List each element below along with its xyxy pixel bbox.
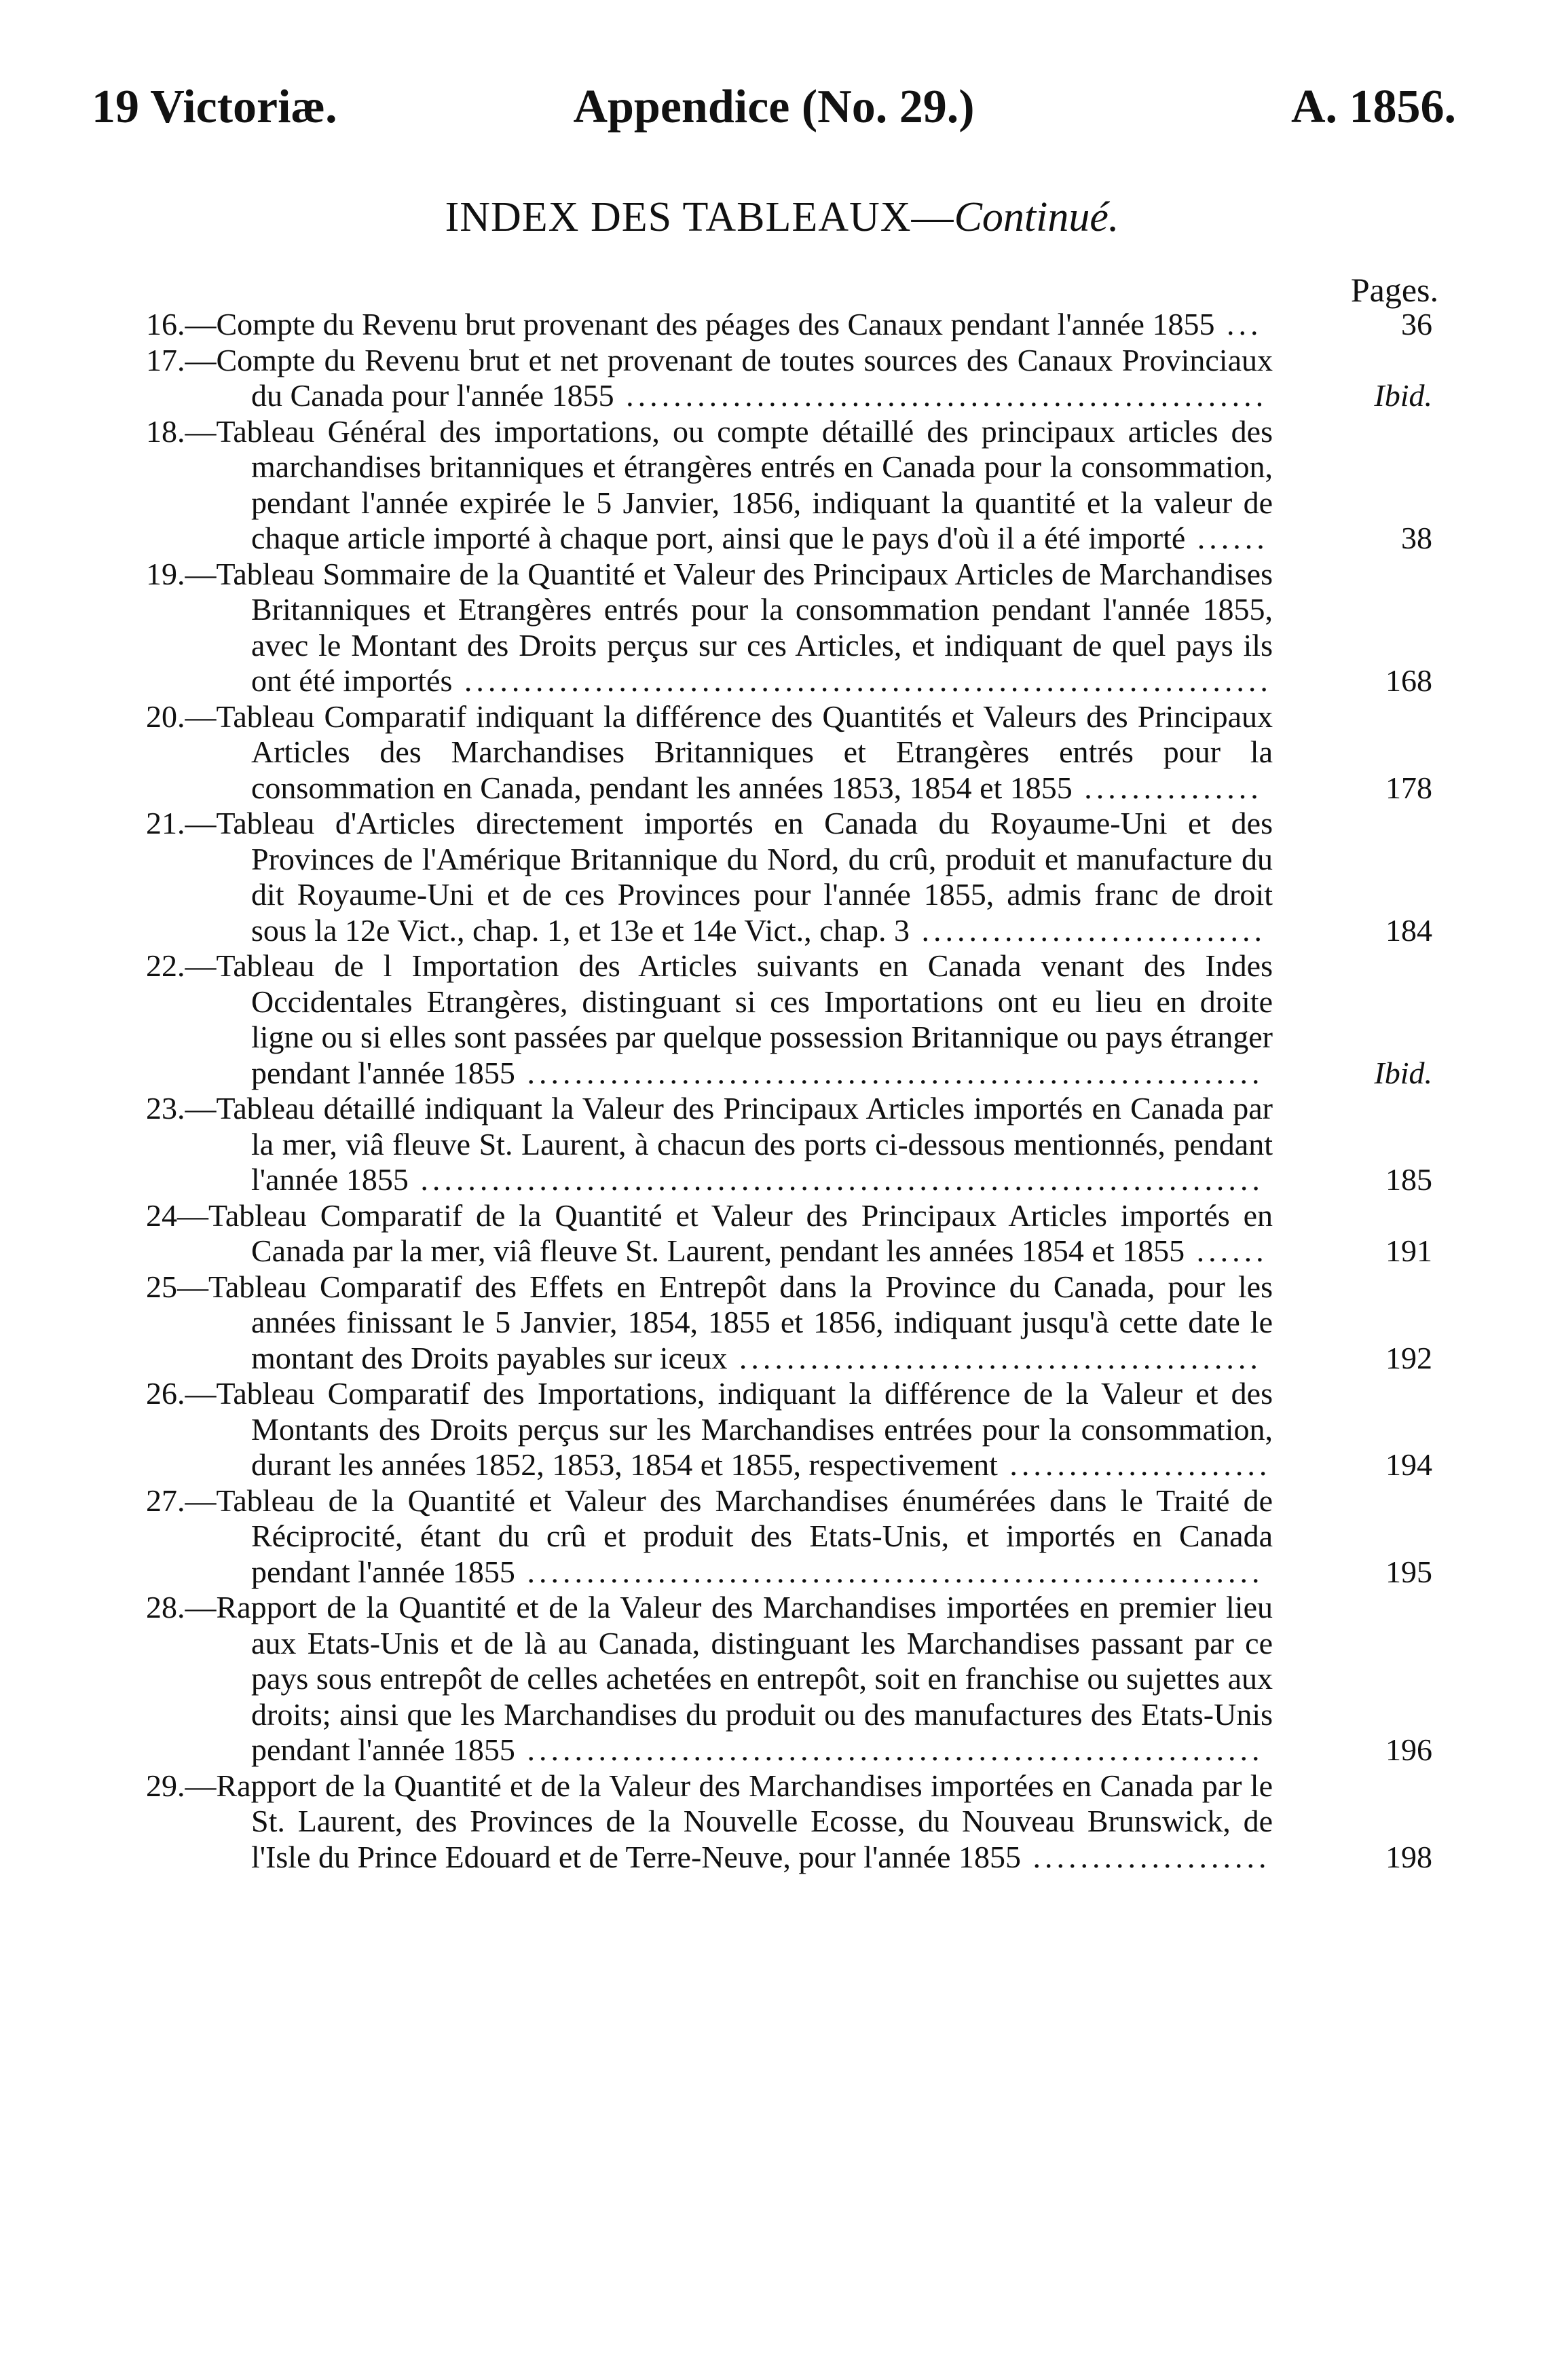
dot-leader: ...... bbox=[1185, 1233, 1268, 1268]
entry-text: Tableau Comparatif de la Quantité et Valeur des Principaux Articles importés en Canada par la mer, viâ fleuve St. Laurent, pendant les années 1854 et 1855 bbox=[208, 1197, 1273, 1268]
index-entry bbox=[146, 699, 1439, 806]
entry-text: Rapport de la Quantité et de la Valeur des Marchandises importées en Canada par le St. Laurent, des Provinces de la Nouvelle Ecosse, du Nouveau Brunswick, de l'Isle du Prince Edouard et de Terre-Neuve, pour l'année 1855 bbox=[216, 1768, 1273, 1874]
index-entry bbox=[146, 1198, 1439, 1269]
entry-number: 24— bbox=[146, 1197, 208, 1233]
entry-description bbox=[146, 1091, 1273, 1198]
dot-leader: ... bbox=[1214, 307, 1263, 341]
pages-column-label: Pages. bbox=[1350, 271, 1438, 309]
entry-description bbox=[146, 1768, 1273, 1876]
entry-number: 17.— bbox=[146, 342, 217, 377]
index-entry bbox=[146, 1269, 1439, 1377]
index-entry bbox=[146, 307, 1439, 343]
dot-leader: ...................................................... bbox=[614, 378, 1268, 413]
entry-text: Tableau de la Quantité et Valeur des Marchandises énumérées dans le Traité de Réciprocité, étant du crû et produit des Etats-Unis, et importés en Canada pendant l'année 1855 bbox=[216, 1483, 1273, 1589]
entry-number: 16.— bbox=[146, 307, 217, 341]
entry-text: Tableau d'Articles directement importés en Canada du Royaume-Uni et des Provinces de l'Amérique Britannique du Nord, du crû, produit et manufacture du dit Royaume-Uni et de ces Provinces pour l'année 1855, admis franc de droit sous la 12e Vict., chap. 1, et 13e et 14e Vict., chap. 3 bbox=[216, 806, 1273, 948]
entry-description bbox=[146, 307, 1273, 343]
entry-number: 19.— bbox=[146, 556, 217, 591]
entry-text: Tableau de l Importation des Articles suivants en Canada venant des Indes Occidentales Etrangères, distinguant si ces Importations ont eu lieu en droite ligne ou si elles sont passées par quelque possession Britannique ou pays étranger pendant l'année 1855 bbox=[216, 948, 1273, 1090]
header-year: A. 1856. bbox=[1290, 81, 1456, 133]
entry-text: Tableau Comparatif indiquant la différence des Quantités et Valeurs des Principaux Articles des Marchandises Britanniques et Etrangères entrés pour la consommation en Canada, pendant les années 1853, 1854 et 1855 bbox=[216, 699, 1273, 805]
title-continued: Continué. bbox=[954, 194, 1119, 240]
dot-leader: .............................................................. bbox=[515, 1055, 1264, 1090]
entry-page-number: 185 bbox=[1385, 1162, 1432, 1197]
dot-leader: .............................................................. bbox=[515, 1732, 1264, 1767]
entry-number: 26.— bbox=[146, 1376, 217, 1411]
entry-description bbox=[146, 1198, 1273, 1269]
entry-text: Tableau détaillé indiquant la Valeur des Principaux Articles importés en Canada par la mer, viâ fleuve St. Laurent, à chacun des ports ci-dessous mentionnés, pendant l'année 1855 bbox=[216, 1091, 1273, 1197]
entry-description bbox=[146, 414, 1273, 557]
index-entry bbox=[146, 1376, 1439, 1483]
entry-page-number: 36 bbox=[1401, 307, 1432, 341]
entry-page-number: Ibid. bbox=[1374, 378, 1432, 413]
index-entry bbox=[146, 806, 1439, 948]
entry-description bbox=[146, 948, 1273, 1091]
dot-leader: .................... bbox=[1021, 1839, 1271, 1874]
entry-page-number: 178 bbox=[1385, 770, 1432, 805]
dot-leader: .................................................................... bbox=[452, 663, 1272, 698]
dot-leader: ...................... bbox=[997, 1447, 1271, 1482]
entry-number: 22.— bbox=[146, 948, 217, 983]
index-entry bbox=[146, 557, 1439, 699]
page-header bbox=[92, 80, 1456, 148]
entry-text: Tableau Comparatif des Effets en Entrepôt dans la Province du Canada, pour les années finissant le 5 Janvier, 1854, 1855 et 1856, indiquant jusqu'à cette date le montant des Droits payables sur iceux bbox=[208, 1269, 1273, 1375]
entry-text: Tableau Sommaire de la Quantité et Valeur des Principaux Articles de Marchandises Britanniques et Etrangères entrés pour la consommation pendant l'année 1855, avec le Montant des Droits perçus sur ces Articles, et indiquant de quel pays ils ont été importés bbox=[216, 556, 1273, 698]
entry-page-number: 191 bbox=[1385, 1233, 1432, 1268]
entry-number: 21.— bbox=[146, 806, 217, 840]
entry-number: 20.— bbox=[146, 699, 217, 734]
index-entry bbox=[146, 343, 1439, 414]
index-entries bbox=[146, 307, 1439, 1875]
dot-leader: ............................................ bbox=[727, 1340, 1262, 1375]
entry-page-number: 198 bbox=[1385, 1839, 1432, 1874]
entry-description bbox=[146, 557, 1273, 699]
entry-page-number: 184 bbox=[1385, 912, 1432, 948]
entry-number: 29.— bbox=[146, 1768, 217, 1803]
index-entry bbox=[146, 1768, 1439, 1876]
dot-leader: ............... bbox=[1072, 770, 1263, 805]
entry-number: 27.— bbox=[146, 1483, 217, 1518]
entry-text: Compte du Revenu brut provenant des péages des Canaux pendant l'année 1855 bbox=[216, 307, 1215, 341]
entry-description bbox=[146, 806, 1273, 948]
entry-text: Rapport de la Quantité et de la Valeur des Marchandises importées en premier lieu aux Etats-Unis et de là au Canada, distinguant les Marchandises passant par ce pays sous entrepôt de celles achetées en entrepôt, soit en franchise ou sujettes aux droits; ainsi que les Marchandises du produit ou des manufactures des Etats-Unis pendant l'année 1855 bbox=[216, 1590, 1273, 1767]
page-title bbox=[0, 193, 1564, 242]
entry-text: Compte du Revenu brut et net provenant de toutes sources des Canaux Provinciaux du Canada pour l'année 1855 bbox=[216, 342, 1273, 413]
index-entry bbox=[146, 948, 1439, 1091]
entry-number: 25— bbox=[146, 1269, 208, 1304]
index-entry bbox=[146, 1590, 1439, 1768]
entry-page-number: 192 bbox=[1385, 1340, 1432, 1375]
dot-leader: .............................................................. bbox=[515, 1554, 1264, 1589]
entry-page-number: 195 bbox=[1385, 1554, 1432, 1589]
header-session: 19 Victoriæ. bbox=[92, 81, 337, 133]
entry-page-number: Ibid. bbox=[1374, 1055, 1432, 1090]
entry-number: 28.— bbox=[146, 1590, 217, 1624]
dot-leader: ............................. bbox=[910, 912, 1267, 948]
entry-page-number: 194 bbox=[1385, 1447, 1432, 1482]
entry-text: Tableau Général des importations, ou compte détaillé des principaux articles des marchandises britanniques et étrangères entrés en Canada pour la consommation, pendant l'année expirée le 5 Janvier, 1856, indiquant la quantité et la valeur de chaque article importé à chaque port, ainsi que le pays d'où il a été importé bbox=[216, 413, 1273, 555]
entry-description bbox=[146, 699, 1273, 806]
entry-description bbox=[146, 343, 1273, 414]
index-entry bbox=[146, 1483, 1439, 1591]
entry-text: Tableau Comparatif des Importations, indiquant la différence de la Valeur et des Montants des Droits perçus sur les Marchandises entrées pour la consommation, durant les années 1852, 1853, 1854 et 1855, respectivement bbox=[216, 1376, 1273, 1482]
entry-page-number: 196 bbox=[1385, 1732, 1432, 1767]
index-entry bbox=[146, 414, 1439, 557]
entry-page-number: 168 bbox=[1385, 663, 1432, 698]
entry-description bbox=[146, 1376, 1273, 1483]
entry-description bbox=[146, 1483, 1273, 1591]
index-entry bbox=[146, 1091, 1439, 1198]
title-main: INDEX DES TABLEAUX— bbox=[445, 194, 954, 240]
dot-leader: ...... bbox=[1185, 521, 1269, 555]
entry-description bbox=[146, 1269, 1273, 1377]
entry-description bbox=[146, 1590, 1273, 1768]
header-appendix: Appendice (No. 29.) bbox=[573, 81, 975, 133]
entry-number: 18.— bbox=[146, 413, 217, 449]
dot-leader: ....................................................................... bbox=[408, 1162, 1264, 1197]
entry-number: 23.— bbox=[146, 1091, 217, 1126]
entry-page-number: 38 bbox=[1401, 521, 1432, 555]
